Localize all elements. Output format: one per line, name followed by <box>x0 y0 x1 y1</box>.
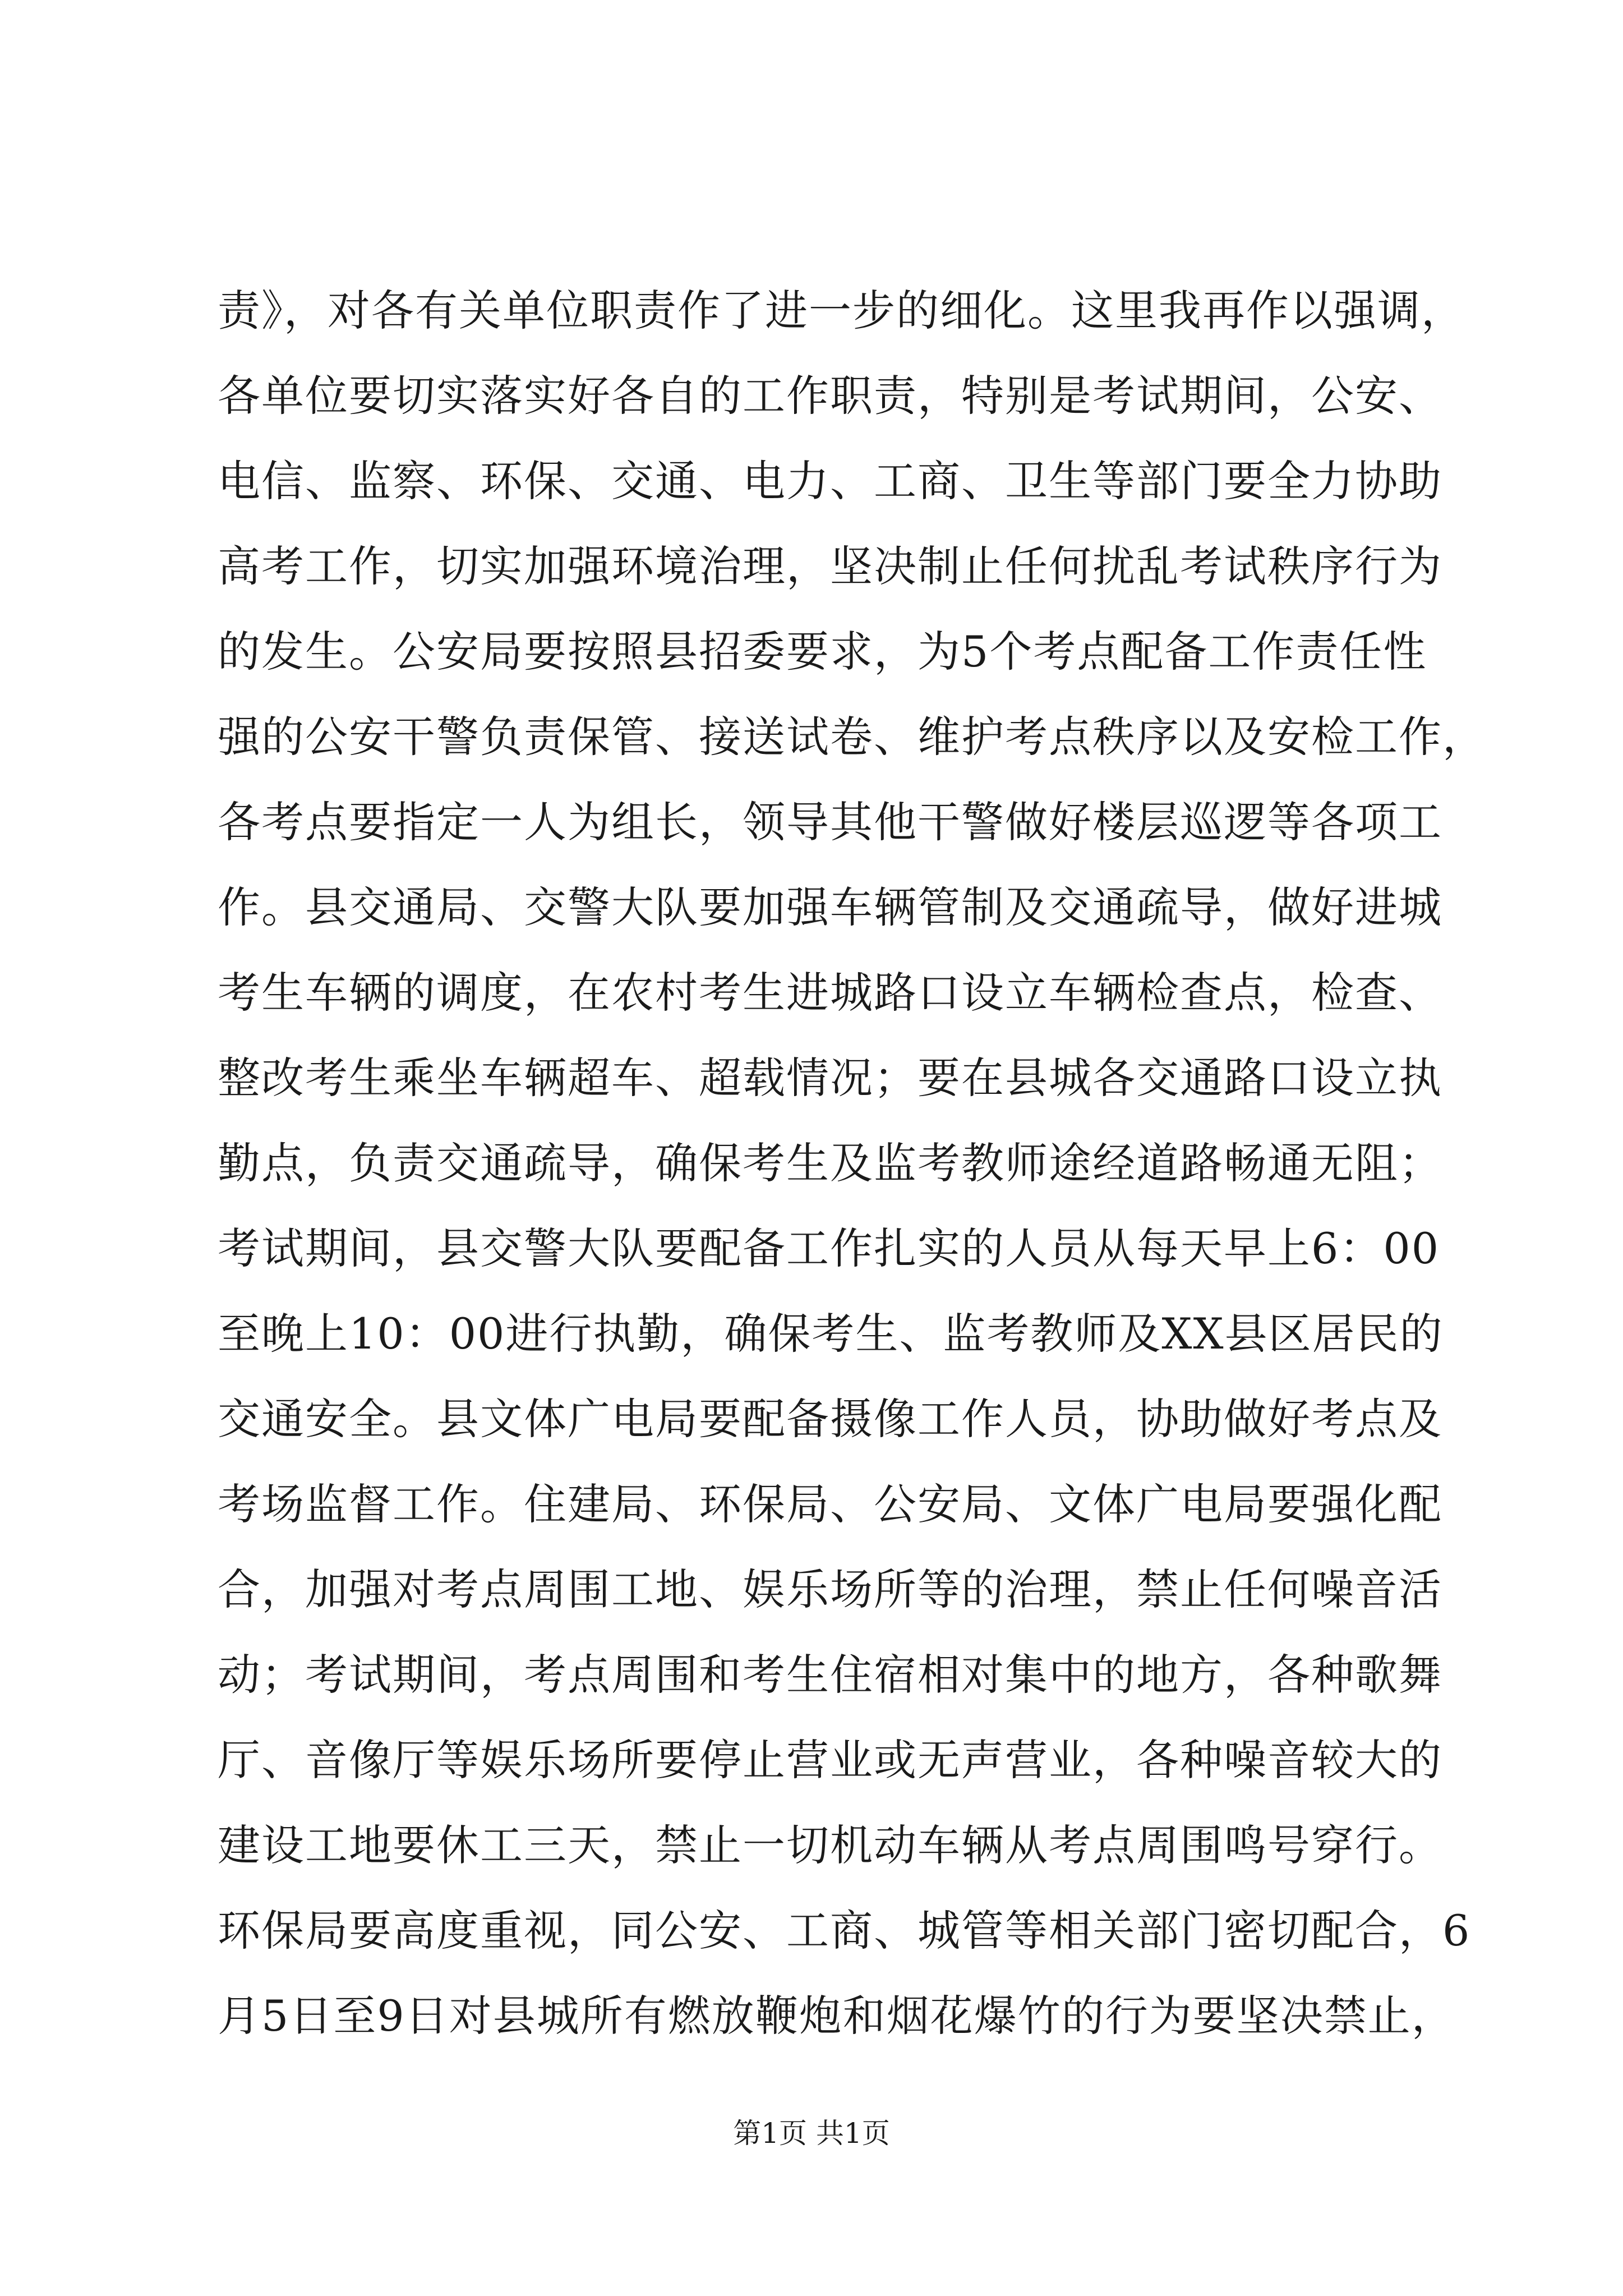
text-line: 责》，对各有关单位职责作了进一步的细化。这里我再作以强调， <box>218 286 1465 335</box>
text-line: 建设工地要休工三天，禁止一切机动车辆从考点周围鸣号穿行。 <box>218 1820 1442 1870</box>
text-line: 环保局要高度重视，同公安、工商、城管等相关部门密切配合，6 <box>218 1906 1471 1955</box>
text-line: 各考点要指定一人为组长，领导其他干警做好楼层巡逻等各项工 <box>218 797 1442 847</box>
text-line: 动；考试期间，考点周围和考生住宿相对集中的地方，各种歌舞 <box>218 1650 1442 1700</box>
text-line: 高考工作，切实加强环境治理，坚决制止任何扰乱考试秩序行为 <box>218 541 1442 591</box>
text-line: 作。县交通局、交警大队要加强车辆管制及交通疏导，做好进城 <box>218 882 1442 932</box>
page-footer: 第1页 共1页 <box>733 2117 890 2150</box>
text-line: 厅、音像厅等娱乐场所要停止营业或无声营业，各种噪音较大的 <box>218 1735 1442 1785</box>
text-line: 各单位要切实落实好各自的工作职责，特别是考试期间，公安、 <box>218 371 1442 421</box>
text-line: 月5日至9日对县城所有燃放鞭炮和烟花爆竹的行为要坚决禁止， <box>218 1991 1455 2041</box>
text-line: 强的公安干警负责保管、接送试卷、维护考点秩序以及安检工作， <box>218 712 1486 762</box>
text-line: 电信、监察、环保、交通、电力、工商、卫生等部门要全力协助 <box>218 456 1442 506</box>
text-line: 考场监督工作。住建局、环保局、公安局、文体广电局要强化配 <box>218 1479 1442 1529</box>
text-line: 考试期间，县交警大队要配备工作扎实的人员从每天早上6：00 <box>218 1223 1440 1273</box>
text-line: 合，加强对考点周围工地、娱乐场所等的治理，禁止任何噪音活 <box>218 1565 1442 1614</box>
body-text <box>218 268 1486 2059</box>
text-line: 的发生。公安局要按照县招委要求，为5个考点配备工作责任性 <box>218 627 1427 677</box>
text-line: 整改考生乘坐车辆超车、超载情况；要在县城各交通路口设立执 <box>218 1053 1442 1103</box>
text-line: 勤点，负责交通疏导，确保考生及监考教师途经道路畅通无阻； <box>218 1138 1442 1188</box>
text-line: 至晚上10：00进行执勤，确保考生、监考教师及XX县区居民的 <box>218 1309 1444 1359</box>
text-line: 交通安全。县文体广电局要配备摄像工作人员，协助做好考点及 <box>218 1394 1442 1444</box>
text-line: 考生车辆的调度，在农村考生进城路口设立车辆检查点，检查、 <box>218 968 1442 1018</box>
